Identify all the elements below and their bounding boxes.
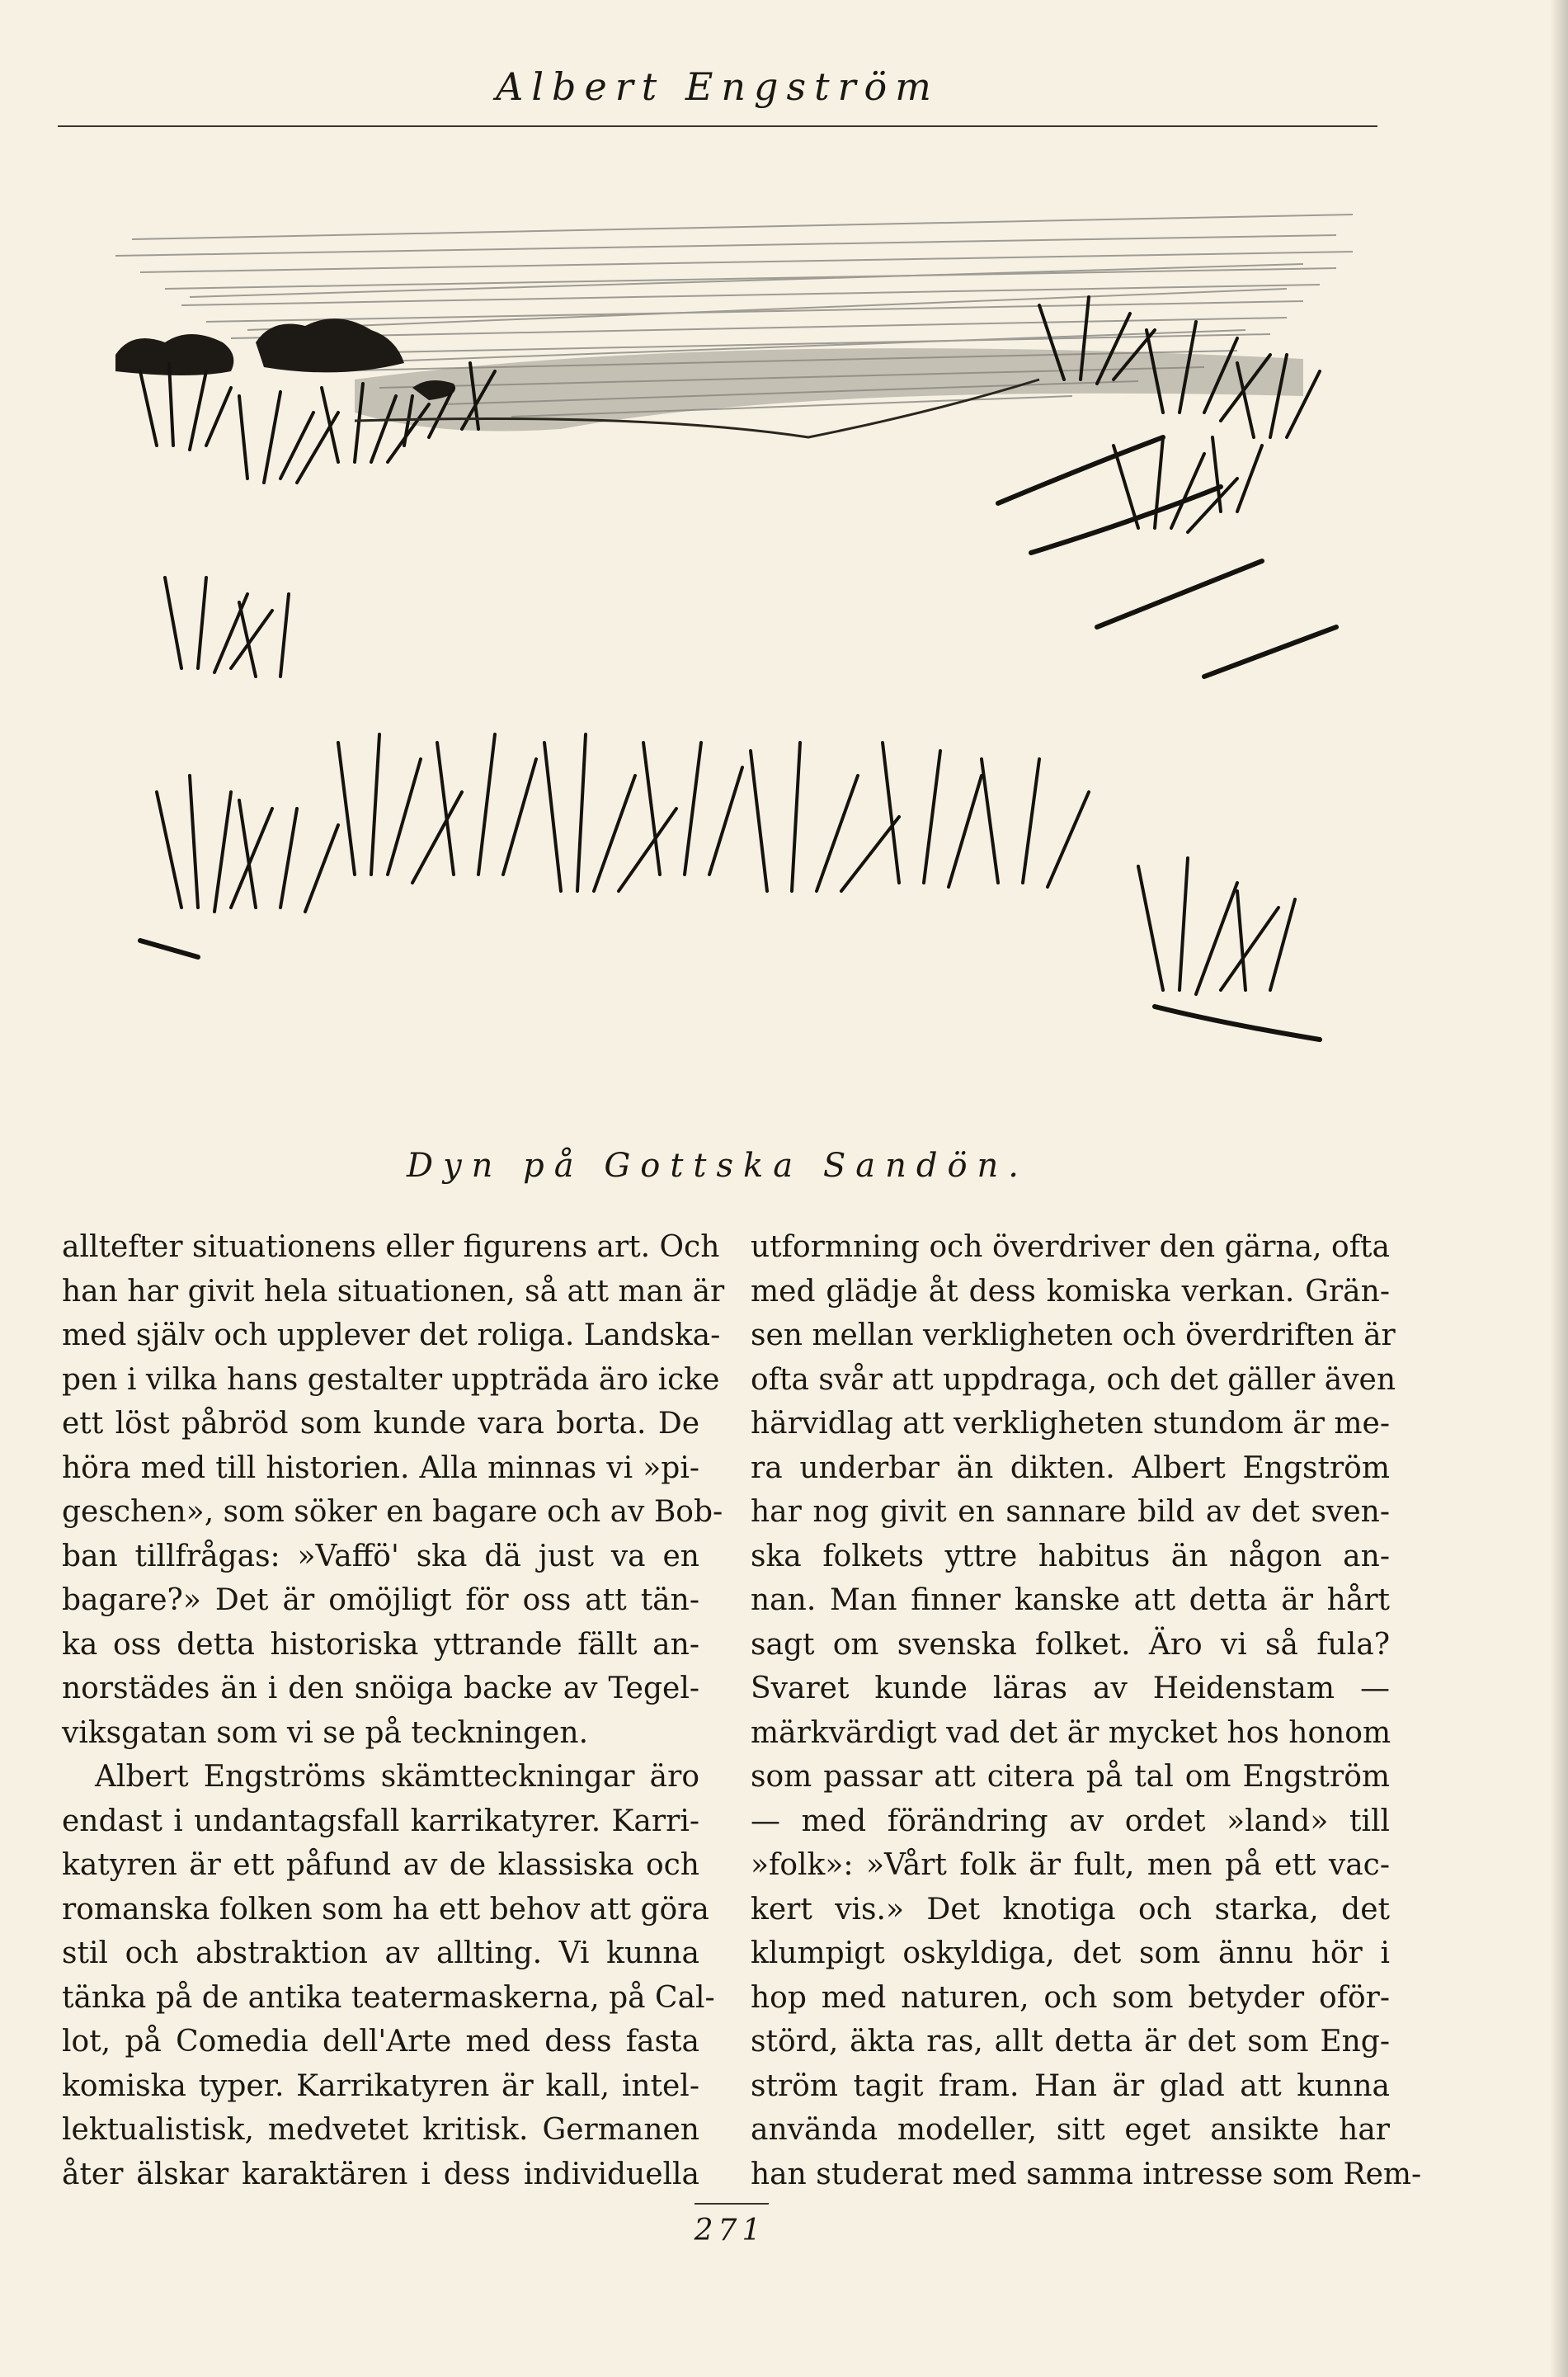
text-line: höra med till historien. Alla minnas vi »pi- — [62, 1450, 699, 1485]
text-line: ka oss detta historiska yttrande fällt an- — [62, 1627, 699, 1662]
illustration-caption: Dyn på Gottska Sandön. — [407, 1147, 1029, 1185]
text-line: bagare?» Det är omöjligt för oss att tän- — [62, 1583, 699, 1617]
text-line: med glädje åt dess komiska verkan. Grän- — [751, 1274, 1390, 1309]
text-line: geschen», som söker en bagare och av Bob- — [62, 1495, 723, 1529]
text-line: använda modeller, sitt eget ansikte har — [751, 2113, 1390, 2147]
folio-rule — [695, 2203, 769, 2205]
text-line: tänka på de antika teatermaskerna, på Cal- — [62, 1980, 715, 2015]
text-line: »folk»: »Vårt folk är fult, men på ett vac- — [751, 1848, 1390, 1882]
text-line: komiska typer. Karrikatyren är kall, intel- — [62, 2068, 699, 2103]
text-line: Albert Engströms skämtteckningar äro — [95, 1760, 699, 1794]
text-line: romanska folken som ha ett behov att göra — [62, 1892, 709, 1927]
text-line: norstädes än i den snöiga backe av Tegel- — [62, 1672, 699, 1705]
text-line: lektualistisk, medvetet kritisk. Germanen — [62, 2113, 699, 2147]
left-column — [62, 1225, 725, 2196]
text-line: störd, äkta ras, allt detta är det som Eng- — [751, 2025, 1390, 2059]
text-line: åter älskar karaktären i dess individuella — [62, 2157, 699, 2191]
text-line: endast i undantagsfall karrikatyrer. Karri- — [62, 1804, 699, 1838]
sand-shadows — [140, 437, 1336, 1040]
text-line: ska folkets yttre habitus än någon an- — [751, 1539, 1390, 1573]
header-rule — [58, 125, 1377, 127]
text-line: han har givit hela situationen, så att man är — [62, 1274, 725, 1309]
text-line: lot, på Comedia dell'Arte med dess fasta — [62, 2025, 699, 2059]
text-line: pen i vilka hans gestalter uppträda äro icke — [62, 1362, 720, 1397]
dune-illustration — [66, 165, 1369, 1139]
text-line: märkvärdigt vad det är mycket hos honom — [751, 1715, 1391, 1750]
text-line: nan. Man finner kanske att detta är hårt — [751, 1583, 1390, 1617]
right-column — [751, 1225, 1422, 2196]
text-line: katyren är ett påfund av de klassiska och — [62, 1848, 699, 1882]
text-line: klumpigt oskyldiga, det som ännu hör i — [751, 1936, 1390, 1970]
page-edge-shadow — [1550, 0, 1568, 2377]
running-head: Albert Engström — [496, 64, 939, 109]
text-line: har nog givit en sannare bild av det sven- — [751, 1495, 1390, 1529]
text-line: stil och abstraktion av allting. Vi kunna — [62, 1936, 699, 1970]
text-line: ström tagit fram. Han är glad att kunna — [751, 2068, 1390, 2103]
page-number: 271 — [694, 2214, 766, 2247]
text-line: härvidlag att verkligheten stundom är me- — [751, 1407, 1391, 1441]
text-line: utformning och överdriver den gärna, ofta — [751, 1230, 1390, 1264]
text-line: som passar att citera på tal om Engström — [751, 1760, 1390, 1794]
text-line: han studerat med samma intresse som Rem- — [751, 2157, 1422, 2191]
text-line: viksgatan som vi se på teckningen. — [62, 1715, 589, 1750]
text-line: sen mellan verkligheten och överdriften är — [751, 1318, 1396, 1352]
text-line: Svaret kunde läras av Heidenstam — — [751, 1672, 1390, 1705]
text-line: ofta svår att uppdraga, och det gäller även — [751, 1362, 1396, 1397]
text-line: kert vis.» Det knotiga och starka, det — [751, 1892, 1390, 1927]
text-line: ett löst påbröd som kunde vara borta. De — [62, 1407, 699, 1441]
text-line: — med förändring av ordet »land» till — [751, 1804, 1390, 1838]
text-line: hop med naturen, och som betyder oför- — [751, 1980, 1390, 2015]
text-line: sagt om svenska folket. Äro vi så fula? — [751, 1627, 1390, 1662]
text-line: ban tillfrågas: »Vaffö' ska dä just va en — [62, 1539, 699, 1573]
text-line: alltefter situationens eller figurens art. Och — [62, 1230, 720, 1264]
text-line: ra underbar än dikten. Albert Engström — [751, 1450, 1390, 1485]
text-line: med själv och upplever det roliga. Landska- — [62, 1318, 721, 1352]
